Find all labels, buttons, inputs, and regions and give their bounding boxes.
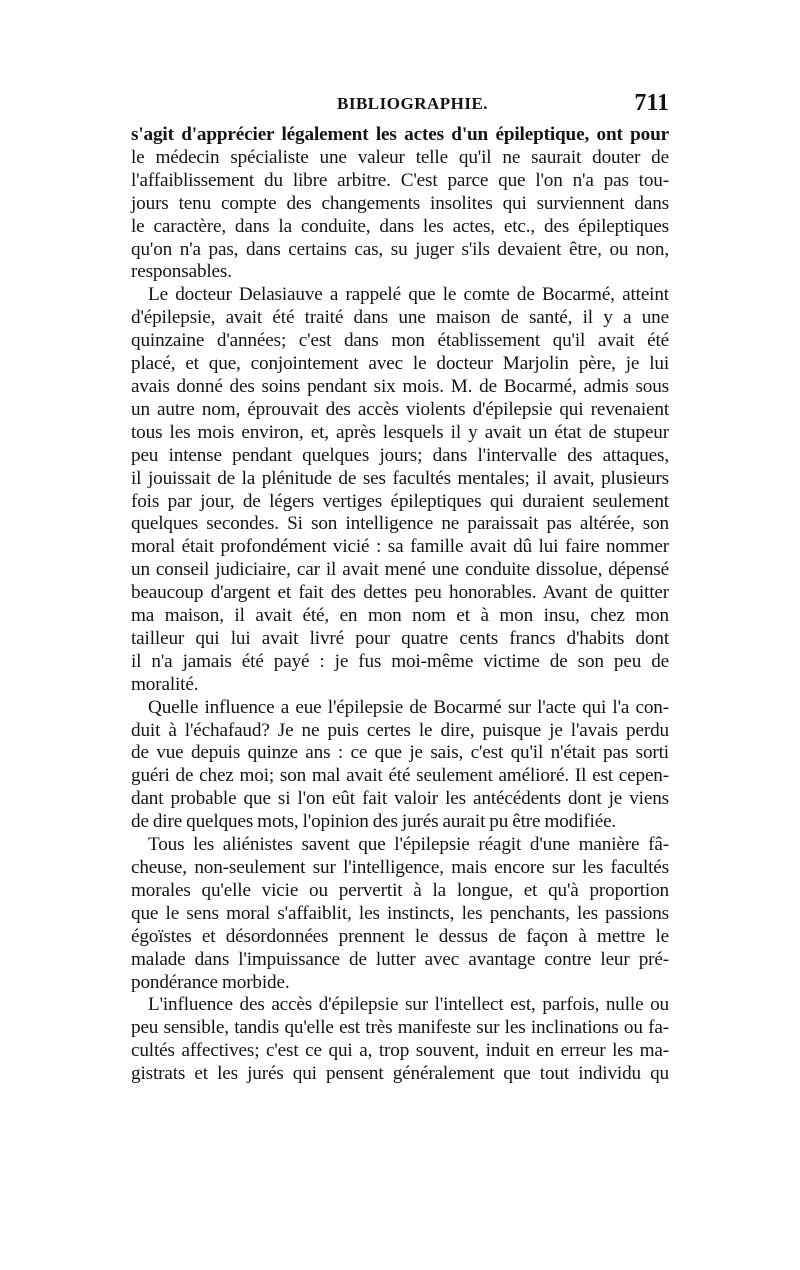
text-line: guéri de chez moi; son mal avait été seulement amélioré. Il est cepen- <box>131 765 669 787</box>
text-line: beaucoup d'argent et fait des dettes peu honorables. Avant de quitter <box>131 582 669 604</box>
text-line: jours tenu compte des changements insolites qui surviennent dans <box>131 192 669 214</box>
text-line: fois par jour, de légers vertiges épileptiques qui duraient seulement <box>131 490 669 512</box>
body-text <box>131 124 669 1086</box>
text-line: L'influence des accès d'épilepsie sur l'intellect est, parfois, nulle ou <box>148 994 669 1016</box>
text-line: le caractère, dans la conduite, dans les actes, etc., des épileptiques <box>131 215 669 237</box>
paragraph-4 <box>131 834 669 994</box>
text-line: pondérance morbide. <box>131 971 290 993</box>
text-line: avais donné des soins pendant six mois. M. de Bocarmé, admis sous <box>131 375 669 397</box>
text-line: placé, et que, conjointement avec le docteur Marjolin père, je lui <box>131 353 669 375</box>
text-line: de dire quelques mots, l'opinion des jurés aurait pu être modifiée. <box>131 811 617 833</box>
text-line: quinzaine d'années; c'est dans mon établissement qu'il avait été <box>131 330 669 352</box>
text-line: duit à l'échafaud? Je ne puis certes le dire, puisque je l'avais perdu <box>131 719 669 741</box>
text-line: égoïstes et désordonnées prennent le dessus de façon à mettre le <box>131 925 669 947</box>
text-line: cheuse, non-seulement sur l'intelligence, mais encore sur les facultés <box>131 857 669 878</box>
text-line: un autre nom, éprouvait des accès violents d'épilepsie qui revenaient <box>131 398 669 420</box>
text-line: Le docteur Delasiauve a rappelé que le comte de Bocarmé, atteint <box>148 284 669 306</box>
text-line: morales qu'elle vicie ou pervertit à la longue, et qu'à proportion <box>131 879 669 901</box>
text-line: qu'on n'a pas, dans certains cas, su juger s'ils devaient être, ou non, <box>131 238 669 260</box>
text-line: que le sens moral s'affaiblit, les instincts, les penchants, les passions <box>131 902 669 924</box>
page-header <box>131 90 669 122</box>
page-number: 711 <box>634 90 669 116</box>
running-head: BIBLIOGRAPHIE. <box>337 94 489 113</box>
paragraph-2 <box>131 284 669 696</box>
text-line: Quelle influence a eue l'épilepsie de Bocarmé sur l'acte qui l'a con- <box>148 696 669 718</box>
text-line: moralité. <box>131 673 199 695</box>
text-line: l'affaiblissement du libre arbitre. C'est parce que l'on n'a pas tou- <box>131 169 669 191</box>
paragraph-5 <box>131 994 669 1086</box>
text-line: Tous les aliénistes savent que l'épilepsie réagit d'une manière fâ- <box>148 834 669 856</box>
text-line: de vue depuis quinze ans : ce que je sais, c'est qu'il n'était pas sorti <box>131 742 669 764</box>
text-line: tailleur qui lui avait livré pour quatre cents francs d'habits dont <box>131 627 669 649</box>
text-line: s'agit d'apprécier légalement les actes d'un épileptique, ont pour <box>131 124 669 145</box>
text-line: peu sensible, tandis qu'elle est très manifeste sur les inclinations ou fa- <box>131 1017 669 1039</box>
text-line: il n'a jamais été payé : je fus moi-même victime de son peu de <box>131 650 669 672</box>
text-line: tous les mois environ, et, après lesquels il y avait un état de stupeur <box>131 421 669 443</box>
text-line: dant probable que si l'on eût fait valoir les antécédents dont je viens <box>131 788 669 810</box>
text-line: quelques secondes. Si son intelligence ne paraissait pas altérée, son <box>131 513 669 535</box>
paragraph-1 <box>131 124 669 284</box>
text-line: responsables. <box>131 261 232 283</box>
text-line: il jouissait de la plénitude de ses facultés mentales; il avait, plusieurs <box>131 467 669 489</box>
paragraph-3 <box>131 697 669 834</box>
text-line: d'épilepsie, avait été traité dans une maison de santé, il y a une <box>131 307 669 329</box>
text-line: le médecin spécialiste une valeur telle qu'il ne saurait douter de <box>131 146 669 168</box>
text-line: ma maison, il avait été, en mon nom et à mon insu, chez mon <box>131 605 669 627</box>
text-line: un conseil judiciaire, car il avait mené une conduite dissolue, dépensé <box>131 559 669 581</box>
text-line: cultés affectives; c'est ce qui a, trop souvent, induit en erreur les ma- <box>131 1040 669 1062</box>
text-line: moral était profondément vicié : sa famille avait dû lui faire nommer <box>131 536 669 558</box>
text-line: malade dans l'impuissance de lutter avec avantage contre leur pré- <box>131 948 669 970</box>
text-line: gistrats et les jurés qui pensent généralement que tout individu qu <box>131 1063 669 1085</box>
text-line: peu intense pendant quelques jours; dans l'intervalle des attaques, <box>131 444 669 466</box>
